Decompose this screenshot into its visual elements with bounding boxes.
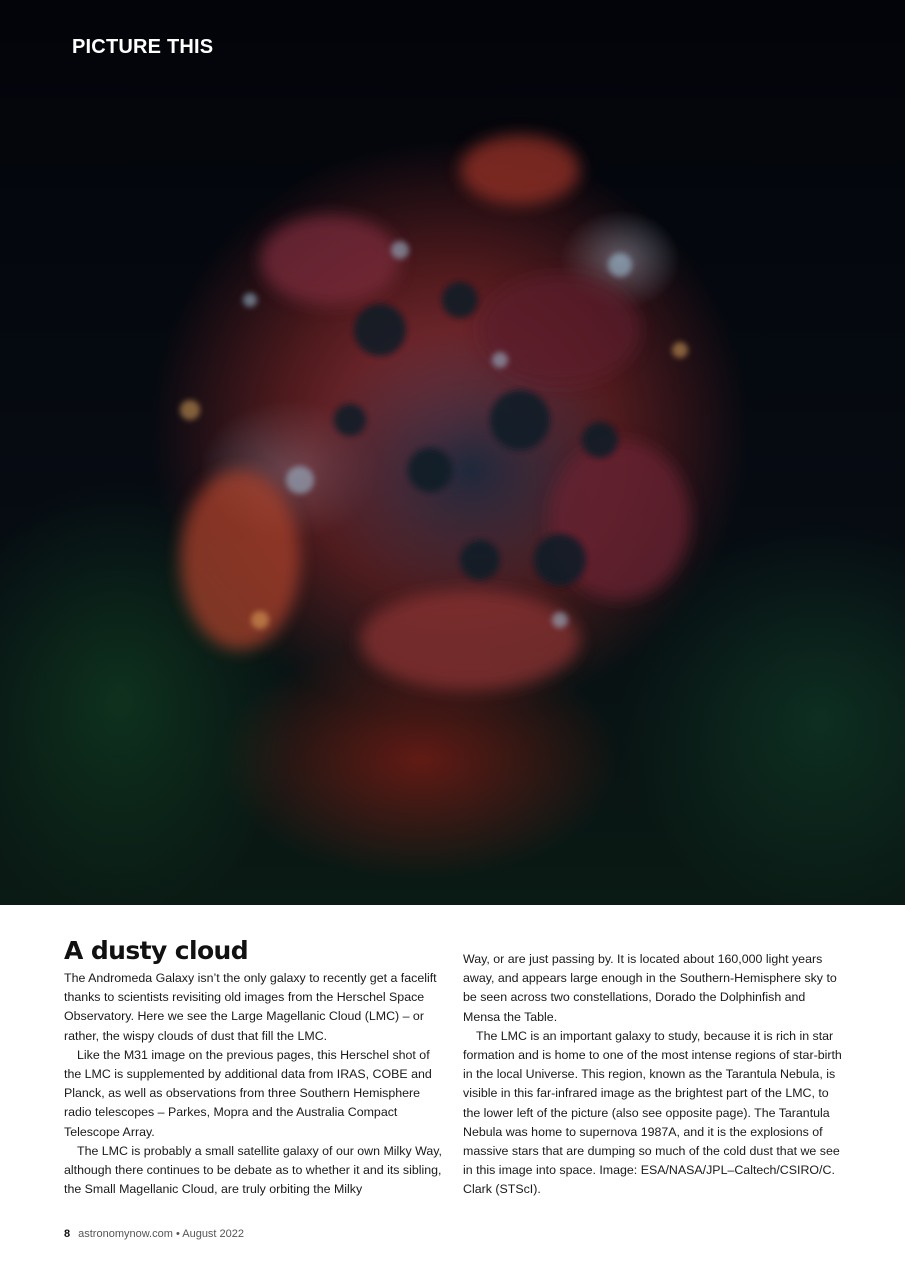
section-label: PICTURE THIS: [72, 36, 214, 58]
page-footer: [64, 1228, 244, 1240]
article-column-1: [64, 969, 444, 1199]
paragraph: Way, or are just passing by. It is located about 160,000 light years away, and appears large enough in the Southern-Hemisphere sky to be seen across two constellations, Dorado the Dolphinfish and Mensa the Table.: [463, 952, 837, 1024]
article-headline: A dusty cloud: [64, 936, 249, 965]
paragraph: The LMC is probably a small satellite galaxy of our own Milky Way, although there continues to be debate as to whether it and its sibling, the Small Magellanic Cloud, are truly orbiting the Milky: [64, 1143, 442, 1197]
article-column-2: [463, 950, 843, 1200]
footer-credit: astronomynow.com • August 2022: [78, 1228, 245, 1240]
paragraph: The LMC is an important galaxy to study, because it is rich in star formation and is home to one of the most intense regions of star-birth in the local Universe. This region, known as the Tarantula Nebula, is visible in this far-infrared image as the brightest part of the LMC, to the lower left of the picture (also see opposite page). The Tarantula Nebula was home to supernova 1987A, and it is the explosions of massive stars that are dumping so much of the cold dust that we see in this image into space. Image: ESA/NASA/JPL–Caltech/CSIRO/C. Clark (STScI).: [463, 1028, 842, 1197]
paragraph: Like the M31 image on the previous pages, this Herschel shot of the LMC is supplemented by additional data from IRAS, COBE and Planck, as well as observations from three Southern Hemisphere radio telescopes – Parkes, Mopra and the Australia Compact Telescope Array.: [64, 1047, 432, 1139]
page-number: 8: [64, 1228, 71, 1240]
paragraph: The Andromeda Galaxy isn’t the only galaxy to recently get a facelift thanks to scientists revisiting old images from the Herschel Space Observatory. Here we see the Large Magellanic Cloud (LMC) – or rather, the wispy clouds of dust that fill the LMC.: [64, 971, 437, 1043]
